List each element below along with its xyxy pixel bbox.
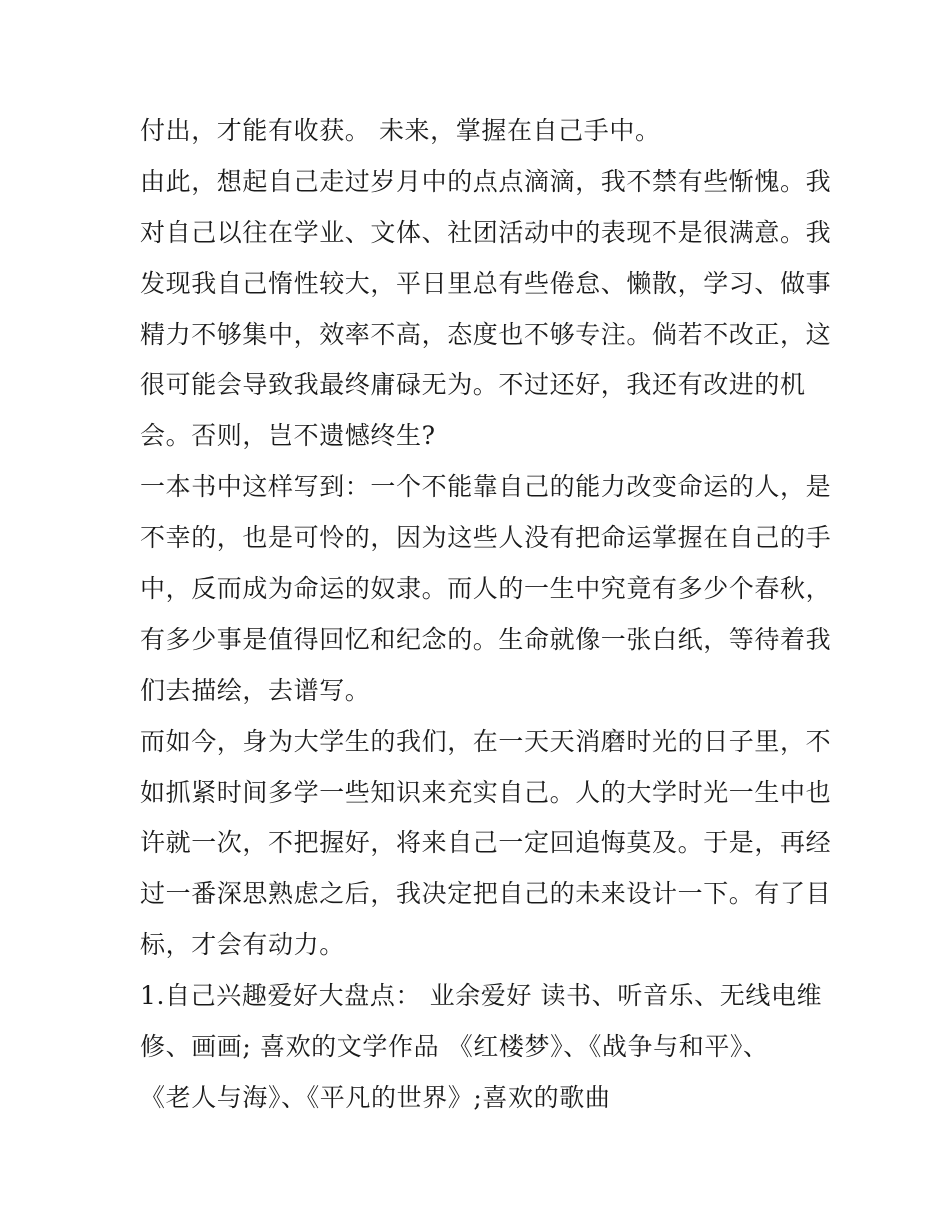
text-line: 们去描绘，去谱写。 bbox=[140, 675, 371, 705]
text-line: 由此，想起自己走过岁月中的点点滴滴，我不禁有些惭愧。我 bbox=[140, 166, 832, 196]
text-line: 对自己以往在学业、文体、社团活动中的表现不是很满意。我 bbox=[140, 217, 832, 247]
text-line: 有多少事是值得回忆和纪念的。生命就像一张白纸，等待着我 bbox=[140, 624, 832, 654]
text-line: 一本书中这样写到：一个不能靠自己的能力改变命运的人，是 bbox=[140, 472, 832, 502]
text-line: 如抓紧时间多学一些知识来充实自己。人的大学时光一生中也 bbox=[140, 777, 832, 807]
text-line: 标，才会有动力。 bbox=[140, 930, 345, 960]
text-line: 1.自己兴趣爱好大盘点： 业余爱好 读书、听音乐、无线电维 bbox=[140, 981, 823, 1011]
text-line: 许就一次，不把握好，将来自己一定回追悔莫及。于是，再经 bbox=[140, 828, 832, 858]
text-line: 《老人与海》、《平凡的世界》;喜欢的歌曲 bbox=[140, 1082, 611, 1112]
body-text bbox=[140, 106, 832, 1124]
text-line: 中，反而成为命运的奴隶。而人的一生中究竟有多少个春秋， bbox=[140, 574, 832, 604]
text-line: 发现我自己惰性较大，平日里总有些倦怠、懒散，学习、做事 bbox=[140, 268, 832, 298]
text-line: 很可能会导致我最终庸碌无为。不过还好，我还有改进的机 bbox=[140, 370, 806, 400]
text-line: 会。否则，岂不遗憾终生? bbox=[140, 421, 436, 451]
text-line: 付出，才能有收获。 未来，掌握在自己手中。 bbox=[140, 116, 661, 145]
text-line: 而如今，身为大学生的我们，在一天天消磨时光的日子里，不 bbox=[140, 726, 832, 756]
text-line: 不幸的，也是可怜的，因为这些人没有把命运掌握在自己的手 bbox=[140, 523, 832, 553]
text-line: 精力不够集中，效率不高，态度也不够专注。倘若不改正，这 bbox=[140, 319, 832, 349]
text-line: 修、画画; 喜欢的文学作品 《红楼梦》、《战争与和平》、 bbox=[140, 1032, 769, 1062]
text-line: 过一番深思熟虑之后，我决定把自己的未来设计一下。有了目 bbox=[140, 879, 832, 909]
